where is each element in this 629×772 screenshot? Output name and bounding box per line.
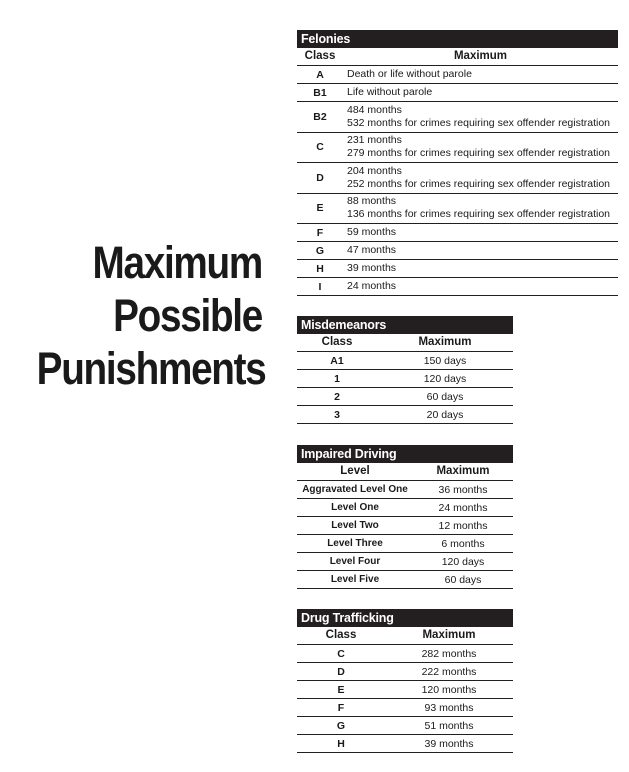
table-row [297,663,513,681]
class-cell: A [316,68,324,81]
maximum-cell: 60 days [426,390,464,403]
class-cell: I [318,280,322,293]
maximum-cell: 24 months [438,501,488,514]
maximum-cell: 222 months [421,665,477,678]
table-row [297,352,513,370]
drug-trafficking-rows [297,644,513,753]
class-cell: C [337,647,345,660]
table-row [297,224,618,242]
level-cell: Level Five [330,574,380,585]
maximum-cell: 88 months 136 months for crimes requiring sex offender registration [347,195,611,221]
class-cell: F [337,701,345,714]
class-cell: B2 [313,110,327,123]
felonies-rows [297,65,618,296]
misdemeanors-column-headers [297,334,513,351]
misdemeanors-heading: Misdemeanors [297,316,513,334]
maximum-cell: 59 months [347,226,397,238]
impaired-driving-table [297,445,513,589]
drug-trafficking-column-headers [297,627,513,644]
maximum-cell: 282 months [421,647,477,660]
maximum-cell: 51 months [424,719,474,732]
class-cell: C [316,141,324,154]
table-row [297,260,618,278]
felonies-column-headers [297,48,618,65]
class-cell: E [337,683,345,696]
maximum-cell: 204 months 252 months for crimes requiring sex offender registration [347,164,611,190]
maximum-cell: 20 days [426,408,464,421]
table-row [297,645,513,663]
maximum-cell: 6 months [441,537,485,550]
misdemeanors-maximum-header: Maximum [418,336,472,348]
table-row [297,194,618,225]
table-row [297,481,513,499]
class-cell: E [316,202,324,215]
table-row [297,499,513,517]
maximum-cell: Death or life without parole [347,68,472,80]
class-cell: A1 [330,354,344,367]
class-cell: H [316,262,324,275]
maximum-cell: 120 days [441,555,485,568]
maximum-cell: 12 months [438,519,488,532]
impaired-driving-rows [297,480,513,589]
maximum-cell: 150 days [423,354,467,367]
class-cell: H [337,737,345,750]
table-row [297,84,618,102]
page-title-line-3: Punishments [36,343,266,394]
table-row [297,133,618,164]
level-cell: Level Four [329,556,381,567]
impaired-driving-heading: Impaired Driving [297,445,513,463]
maximum-cell: 93 months [424,701,474,714]
class-cell: D [337,665,345,678]
impaired-driving-column-headers [297,463,513,480]
drug-trafficking-class-header: Class [325,629,357,641]
level-cell: Aggravated Level One [302,484,408,495]
misdemeanors-table [297,316,513,424]
table-row [297,735,513,753]
page-title [36,236,266,395]
table-row [297,535,513,553]
class-cell: G [315,244,325,257]
table-row [297,370,513,388]
table-row [297,553,513,571]
maximum-cell: 36 months [438,483,488,496]
page-title-line-1: Maximum [92,237,262,288]
felonies-table [297,30,618,296]
maximum-cell: 120 months [421,683,477,696]
felonies-maximum-header: Maximum [453,50,508,62]
table-row [297,717,513,735]
misdemeanors-class-header: Class [321,336,353,348]
level-cell: Level Two [331,520,379,531]
page-title-line-2: Possible [113,290,263,341]
class-cell: D [316,171,324,184]
misdemeanors-rows [297,351,513,424]
table-row [297,388,513,406]
drug-trafficking-maximum-header: Maximum [422,629,476,641]
class-cell: B1 [313,86,327,99]
table-row [297,66,618,84]
maximum-cell: 47 months [347,244,397,256]
table-row [297,681,513,699]
drug-trafficking-heading: Drug Trafficking [297,609,513,627]
class-cell: 2 [334,390,340,403]
maximum-cell: 39 months [424,737,474,750]
maximum-cell: 484 months 532 months for crimes requiring sex offender registration [347,103,611,129]
impaired-driving-level-header: Level [340,465,370,477]
maximum-cell: 120 days [423,372,467,385]
table-row [297,699,513,717]
maximum-cell: 231 months 279 months for crimes requiring sex offender registration [347,134,611,160]
felonies-class-header: Class [304,50,336,62]
felonies-heading: Felonies [297,30,618,48]
class-cell: F [316,226,324,239]
level-cell: Level One [331,502,379,513]
maximum-cell: Life without parole [347,86,433,98]
table-row [297,242,618,260]
maximum-cell: 60 days [444,573,482,586]
table-row [297,571,513,589]
class-cell: 1 [334,372,340,385]
table-row [297,406,513,424]
maximum-cell: 39 months [347,262,397,274]
table-row [297,163,618,194]
maximum-cell: 24 months [347,280,397,292]
class-cell: 3 [334,408,340,421]
level-cell: Level Three [327,538,383,549]
impaired-driving-maximum-header: Maximum [436,465,490,477]
table-row [297,517,513,535]
table-row [297,278,618,296]
table-row [297,102,618,133]
drug-trafficking-table [297,609,513,753]
class-cell: G [336,719,346,732]
